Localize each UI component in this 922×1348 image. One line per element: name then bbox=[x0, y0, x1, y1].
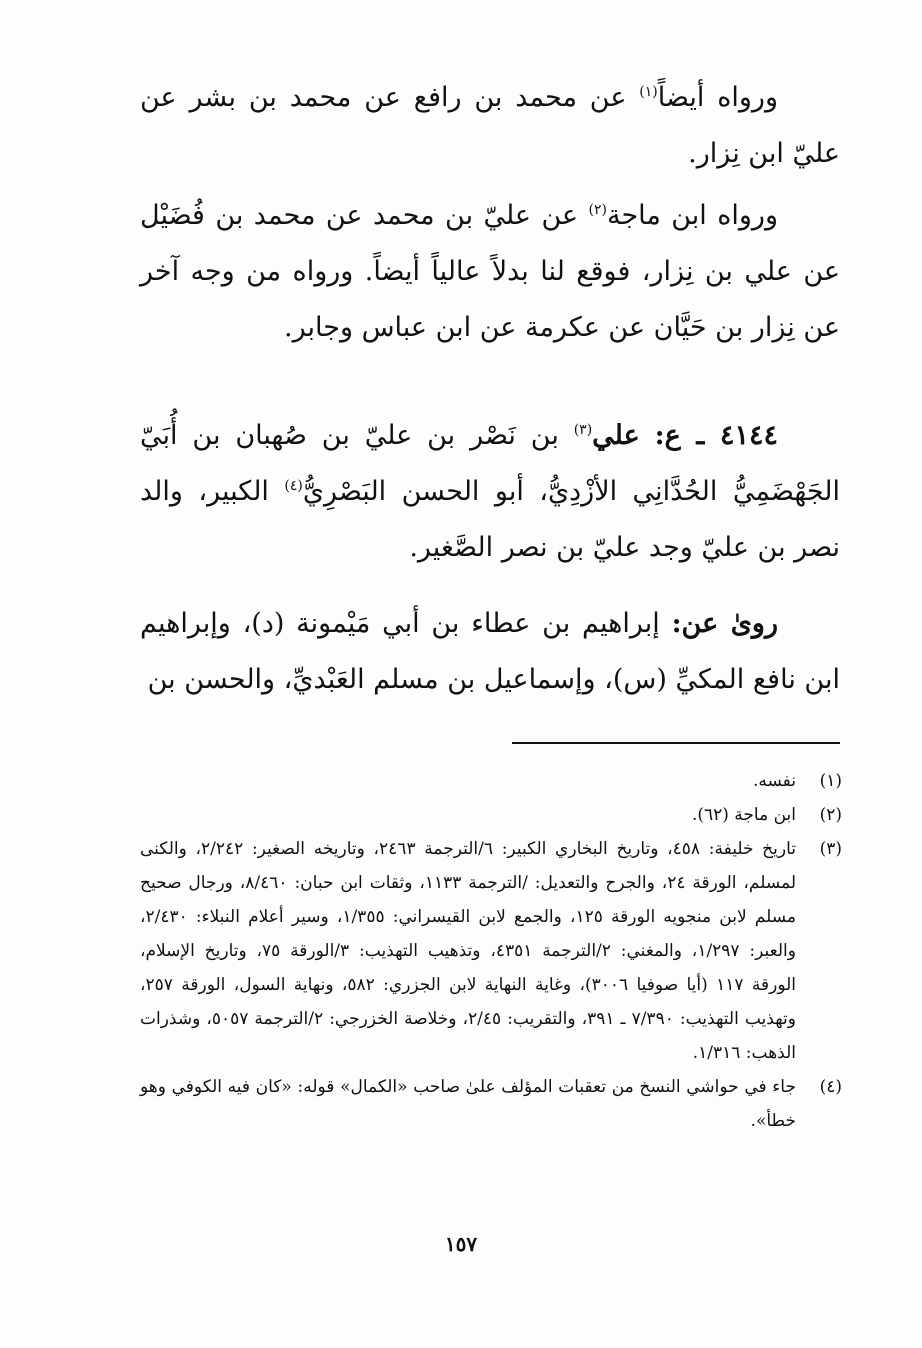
entry-name: علي bbox=[592, 420, 640, 451]
footnote-text: ابن ماجة (٦٢). bbox=[691, 805, 796, 825]
footnote-ref-1[interactable]: (١) bbox=[639, 84, 658, 100]
page-number: ١٥٧ bbox=[444, 1232, 478, 1256]
biography-entry bbox=[140, 408, 840, 576]
footnote-number: (٢) bbox=[819, 805, 842, 825]
paragraph-1: ورواه أيضاً$^{(١)}$ عن محمد بن رافع عن محمد بن بشر عن عليّ ابن نِزار. bbox=[140, 82, 840, 169]
footnote-1 bbox=[140, 764, 842, 798]
footnote-text: تاريخ خليفة: ٤٥٨، وتاريخ البخاري الكبير: ٦/الترجمة ٢٤٦٣، وتاريخه الصغير: ٢/٢٤٢، والكنى لمسلم، الورقة ٢٤، والجرح والتعديل: /الترجمة ١١٣٣، وثقات ابن حبان: ٨/٤٦٠، ورجال صحيح مسلم لابن منجويه الورقة ١٢٥، والجمع لابن القيسراني: ١/٣٥٥، وسير أعلام النبلاء: ٢/٤٣٠، والعبر: ١/٢٩٧، والمغني: ٢/الترجمة ٤٣٥١، وتذهيب التهذيب: ٣/الورقة ٧٥، وتاريخ الإسلام، الورقة ١١٧ (أيا صوفيا ٣٠٠٦)، وغاية النهاية لابن الجزري: ٥٨٢، ونهاية السول، الورقة ٢٥٧، وتهذيب التهذيب: ٧/٣٩٠ ـ ٣٩١، والتقريب: ٢/٤٥، وخلاصة الخزرجي: ٢/الترجمة ٥٠٥٧، وشذرات الذهب: ١/٣١٦. bbox=[140, 839, 797, 1063]
footnote-ref-3[interactable]: (٣) bbox=[573, 422, 593, 438]
footnotes bbox=[140, 764, 842, 1138]
footnote-3 bbox=[140, 832, 842, 1070]
entry-number: ٤١٤٤ ـ ع: bbox=[654, 420, 778, 451]
footnote-2 bbox=[140, 798, 842, 832]
footnote-ref-4[interactable]: (٤) bbox=[284, 478, 303, 494]
main-text bbox=[140, 70, 840, 182]
paragraph-2: ورواه ابن ماجة$^{(٢)}$ عن عليّ بن محمد عن محمد بن فُضَيْل عن علي بن نِزار، فوقع لنا بدلاً عالياً أيضاً. ورواه من وجه آخر عن نِزار بن حَيَّان عن عكرمة عن ابن عباس وجابر. bbox=[140, 200, 840, 343]
footnote-text: جاء في حواشي النسخ من تعقبات المؤلف علىٰ صاحب «الكمال» قوله: «كان فيه الكوفي وهو خطأ». bbox=[140, 1077, 796, 1131]
footnote-number: (٣) bbox=[819, 839, 842, 859]
footnote-ref-2[interactable]: (٢) bbox=[588, 202, 607, 218]
main-text-2 bbox=[140, 188, 840, 356]
entry-paragraph: ٤١٤٤ ـ ع: علي$^{(٣)}$ بن نَصْر بن عليّ بن صُهبان بن أُبَيّ الجَهْضَمِيُّ الحُدَّانِي الأزْدِيُّ، أبو الحسن البَصْرِيُّ$^{(٤)}$ الكبير، والد نصر بن عليّ وجد عليّ بن نصر الصَّغير. bbox=[140, 420, 840, 563]
footnote-text: نفسه. bbox=[752, 771, 796, 791]
footnote-4 bbox=[140, 1070, 842, 1138]
footnote-number: (١) bbox=[819, 771, 842, 791]
footnote-divider bbox=[512, 742, 840, 744]
narrated-from-section bbox=[140, 596, 840, 708]
narrated-from-paragraph: روىٰ عن: إبراهيم بن عطاء بن أبي مَيْمونة (د)، وإبراهيم ابن نافع المكيِّ (س)، وإسماعيل بن مسلم العَبْديِّ، والحسن بن bbox=[140, 608, 840, 695]
narrated-from-label: روىٰ عن: bbox=[671, 608, 778, 639]
footnote-number: (٤) bbox=[819, 1077, 842, 1097]
